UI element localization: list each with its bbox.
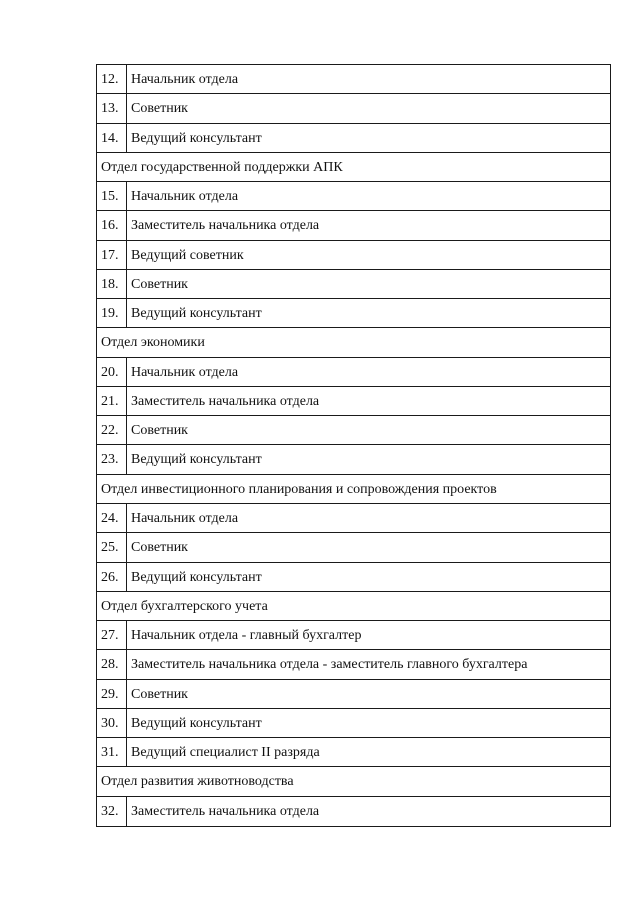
position-title: Начальник отдела [131, 72, 239, 87]
position-title: Советник [131, 423, 188, 439]
position-title: Заместитель начальника отдела - заместитель главного бухгалтера [131, 657, 528, 673]
row-number: 32. [97, 797, 127, 826]
position-title: Начальник отдела [131, 364, 239, 380]
table-row [97, 621, 610, 650]
positions-table [96, 64, 611, 827]
position-title: Советник [131, 540, 188, 556]
row-number: 25. [97, 533, 127, 561]
position-title: Ведущий консультант [131, 306, 262, 322]
table-row [97, 387, 610, 416]
row-number: 28. [97, 650, 127, 678]
row-number: 23. [97, 445, 127, 473]
table-row [97, 738, 610, 767]
row-number: 30. [97, 709, 127, 737]
section-header-row [97, 153, 610, 182]
row-number: 17. [97, 241, 127, 269]
position-title: Заместитель начальника отдела [131, 218, 320, 234]
position-title: Ведущий советник [131, 247, 244, 263]
table-row [97, 563, 610, 592]
row-number: 13. [97, 94, 127, 122]
section-title: Отдел экономики [101, 335, 205, 351]
row-number: 12. [97, 65, 127, 93]
position-title: Начальник отдела [131, 510, 239, 526]
section-title: Отдел инвестиционного планирования и сопровождения проектов [101, 481, 497, 497]
row-number: 29. [97, 680, 127, 708]
table-row [97, 797, 610, 826]
row-number: 21. [97, 387, 127, 415]
position-title: Советник [131, 686, 188, 702]
position-title: Ведущий консультант [131, 130, 262, 146]
position-title: Советник [131, 101, 188, 117]
section-header-row [97, 592, 610, 621]
row-number: 26. [97, 563, 127, 591]
table-row [97, 211, 610, 240]
table-row [97, 124, 610, 153]
table-row [97, 680, 610, 709]
section-title: Отдел развития животноводства [101, 774, 294, 790]
position-title: Заместитель начальника отдела [131, 393, 320, 409]
table-row [97, 504, 610, 533]
table-row [97, 445, 610, 474]
position-title: Заместитель начальника отдела [131, 803, 320, 819]
position-title: Начальник отдела [131, 189, 239, 205]
row-number: 31. [97, 738, 127, 766]
table-row [97, 65, 610, 94]
row-number: 27. [97, 621, 127, 649]
position-title: Ведущий специалист II разряда [131, 745, 320, 761]
row-number: 24. [97, 504, 127, 532]
table-row [97, 241, 610, 270]
row-number: 15. [97, 182, 127, 210]
row-number: 19. [97, 299, 127, 327]
row-number: 20. [97, 358, 127, 386]
row-number: 14. [97, 124, 127, 152]
section-header-row [97, 475, 610, 504]
table-row [97, 358, 610, 387]
row-number: 16. [97, 211, 127, 239]
section-title: Отдел бухгалтерского учета [101, 598, 268, 614]
section-title: Отдел государственной поддержки АПК [101, 159, 343, 175]
table-row [97, 650, 610, 679]
position-title: Ведущий консультант [131, 715, 262, 731]
position-title: Ведущий консультант [131, 569, 262, 585]
row-number: 22. [97, 416, 127, 444]
row-number: 18. [97, 270, 127, 298]
section-header-row [97, 328, 610, 357]
table-row [97, 299, 610, 328]
table-row [97, 94, 610, 123]
section-header-row [97, 767, 610, 796]
table-row [97, 270, 610, 299]
position-title: Советник [131, 276, 188, 292]
table-row [97, 709, 610, 738]
table-row [97, 416, 610, 445]
position-title: Ведущий консультант [131, 452, 262, 468]
position-title: Начальник отдела - главный бухгалтер [131, 628, 362, 644]
table-row [97, 533, 610, 562]
table-row [97, 182, 610, 211]
